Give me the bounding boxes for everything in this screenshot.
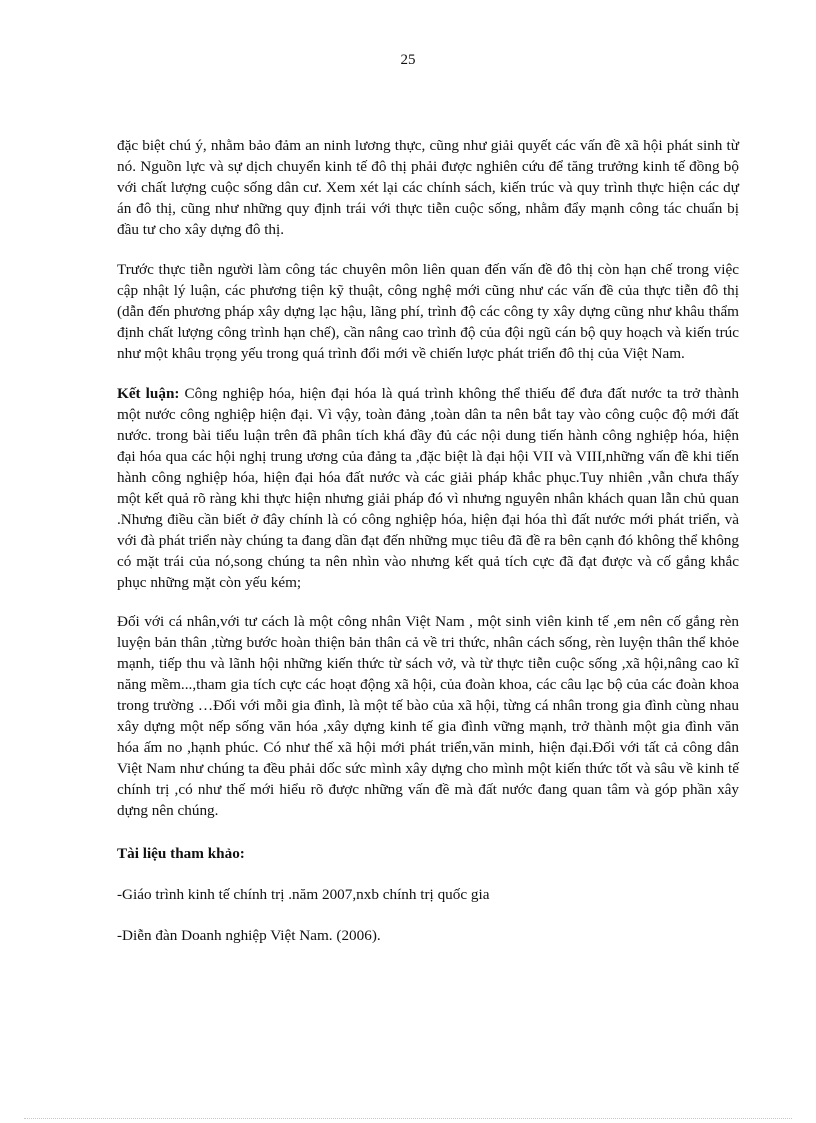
page-bottom-divider <box>24 1118 792 1119</box>
reference-item: -Giáo trình kinh tế chính trị .năm 2007,nxb chính trị quốc gia <box>117 886 490 903</box>
paragraph-individual-responsibility: Đối với cá nhân,với tư cách là một công nhân Việt Nam , một sinh viên kinh tế ,em nên cố gắng rèn luyện bản thân ,từng bước hoàn thiện bản thân cả về tri thức, nhân cách sống, rèn luyện thân thể khỏe mạnh, tiếp thu và lãnh hội những kiến thức từ sách vở, và từ thực tiễn cuộc sống ,xã hội,nâng cao kĩ năng mềm...,tham gia tích cực các hoạt động xã hội, của đoàn khoa, các câu lạc bộ của các đoàn khoa trong trường …Đối với mỗi gia đình, là một tế bào của xã hội, từng cá nhân trong gia đình cùng nhau xây dựng một nếp sống văn hóa ,xây dựng kinh tế gia đình vững mạnh, trở thành một gia đình văn hóa ấm no ,hạnh phúc. Có như thế xã hội mới phát triển,văn minh, hiện đại.Đối với tất cả công dân Việt Nam như chúng ta đều phải dốc sức mình xây dựng cho mình một kiến thức tốt và sâu về kinh tế chính trị ,có như thế mới hiểu rõ được những vấn đề mà đất nước đang quan tâm và góp phần xây dựng nên chúng. <box>117 613 739 819</box>
page-number: 25 <box>400 52 416 68</box>
references-title: Tài liệu tham khảo: <box>117 845 245 862</box>
paragraph-food-security: đặc biệt chú ý, nhằm bảo đảm an ninh lương thực, cũng như giải quyết các vấn đề xã hội phát sinh từ nó. Nguồn lực và sự dịch chuyển kinh tế đô thị phải được nghiên cứu để tăng trưởng kinh tế đồng bộ với chất lượng cuộc sống dân cư. Xem xét lại các chính sách, kiến trúc và quy trình thực hiện các dự án đô thị, cũng như những quy định trái với thực tiễn cuộc sống, nhằm đẩy mạnh công tác chuẩn bị đầu tư cho xây dựng đô thị. <box>117 137 739 238</box>
conclusion-text: Công nghiệp hóa, hiện đại hóa là quá trình không thể thiếu để đưa đất nước ta trở thành một nước công nghiệp hiện đại. Vì vậy, toàn đảng ,toàn dân ta nên bắt tay vào công cuộc độ mới đất nước. trong bài tiểu luận trên đã phân tích khá đầy đủ các nội dung tiến hành công nghiệp hóa, hiện đại hóa qua các hội nghị trung ương của đảng ta ,đặc biệt là đại hội VII và VIII,những vấn đề khi tiến hành công nghiệp hóa, hiện đại hóa đất nước và các giải pháp khắc phục.Tuy nhiên ,vẫn chưa thấy một kết quả rõ ràng khi thực hiện nhưng giải pháp đó vì nhưng nguyên nhân khách quan lẫn chủ quan .Nhưng điều cần biết ở đây chính là có công nghiệp hóa, hiện đại hóa thì đất nước mới phát triển, và với đà phát triển này chúng ta đang dần đạt đến những mục tiêu đã đề ra bên cạnh đó không thể không có mặt trái của nó,song chúng ta nên nhìn vào nhưng kết quả tích cực đã đạt được và cố gắng khắc phục những mặt còn yếu kém; <box>117 385 739 591</box>
paragraph-urban-planning: Trước thực tiễn người làm công tác chuyên môn liên quan đến vấn đề đô thị còn hạn chế trong việc cập nhật lý luận, các phương tiện kỹ thuật, công nghệ mới cũng như các vấn đề của thực tiễn đô thị (dẫn đến phương pháp xây dựng lạc hậu, lãng phí, trình độ các công ty xây dựng cũng như khâu thẩm định chất lượng công trình hạn chế), cần nâng cao trình độ của đội ngũ cán bộ quy hoạch và kiến trúc như một khâu trọng yếu trong quá trình đổi mới về chiến lược phát triển đô thị của Việt Nam. <box>117 261 739 362</box>
document-body <box>117 135 739 966</box>
reference-item: -Diễn đàn Doanh nghiệp Việt Nam. (2006). <box>117 927 381 944</box>
paragraph-conclusion <box>117 383 739 593</box>
conclusion-label: Kết luận: <box>117 385 180 402</box>
references-section <box>117 843 739 946</box>
